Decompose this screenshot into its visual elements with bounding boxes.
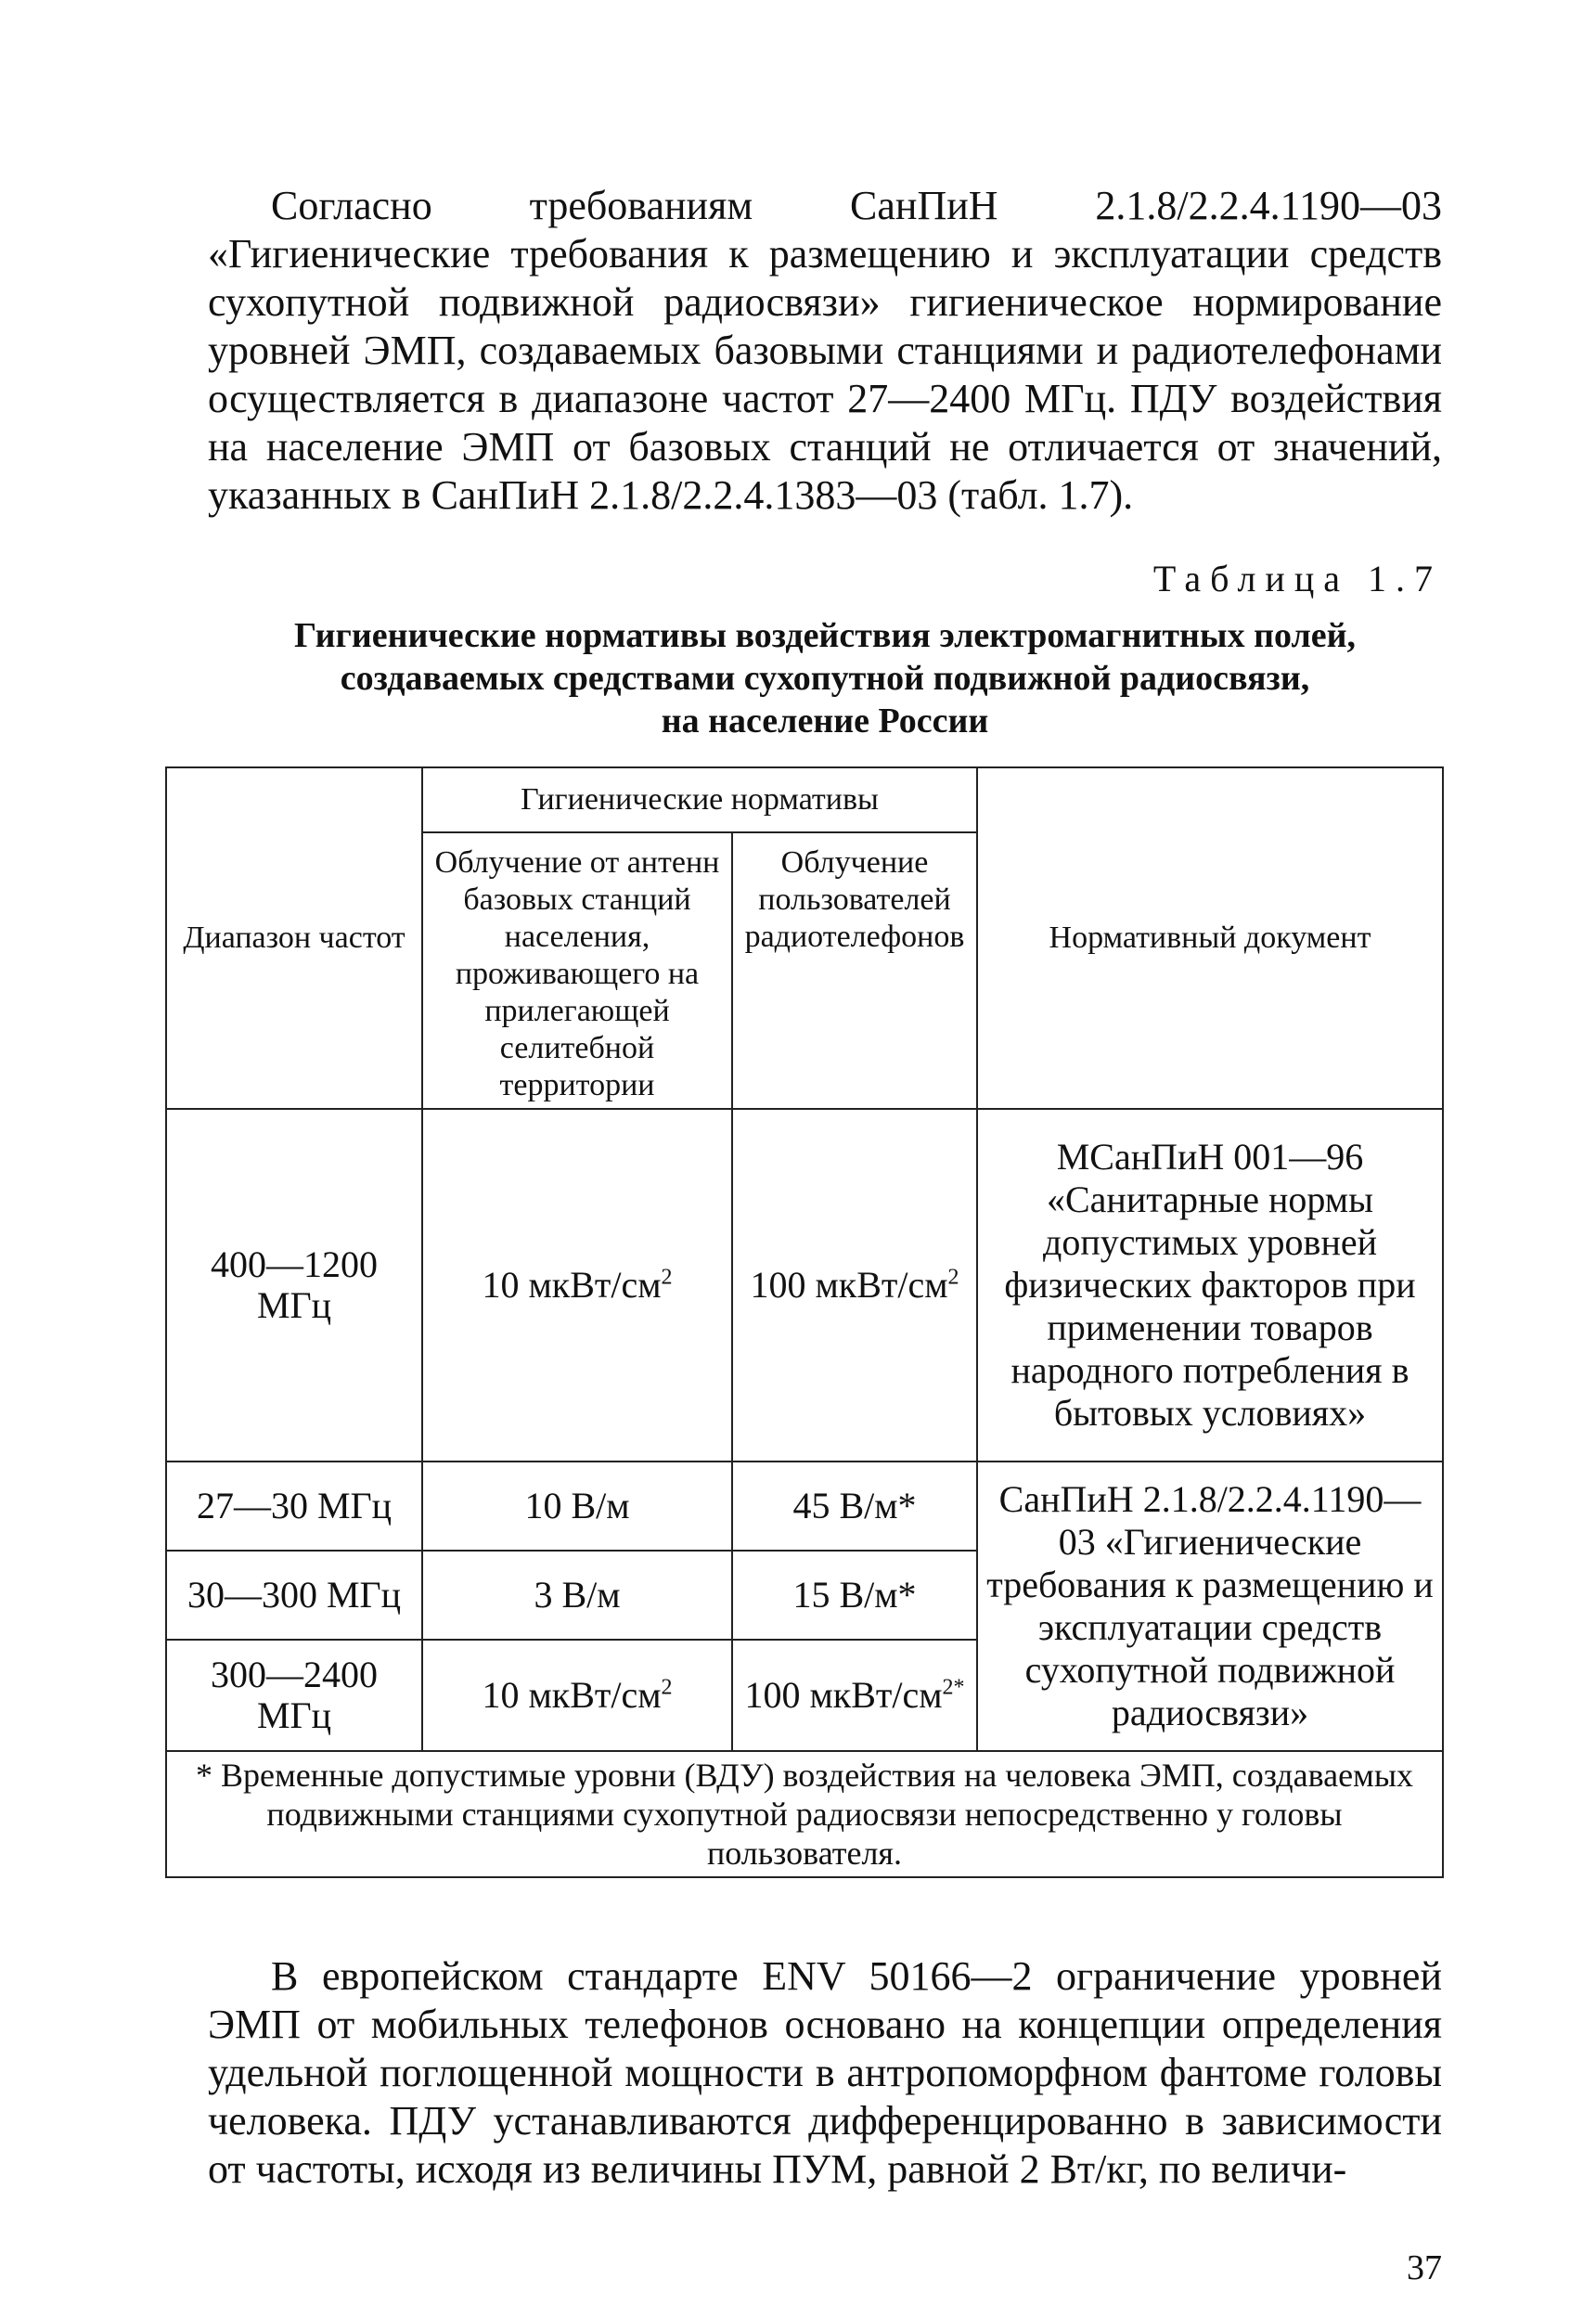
table-label: Таблица 1.7 <box>1152 558 1442 599</box>
cell-base-value: 10 мкВт/$см^2$ <box>422 1640 732 1751</box>
table-row <box>166 1462 1443 1551</box>
cell-document: МСанПиН 001—96 «Санитарные нормы допустимых уровней физических факторов при применении товаров народного потребления в бытовых условиях» <box>977 1109 1443 1462</box>
cell-base-value: 10 мкВт/$см^2$ <box>422 1109 732 1462</box>
table-footnote-row <box>166 1751 1443 1877</box>
header-base-stations: Облучение от антенн базовых станций населения, проживающего на прилегающей селитебной территории <box>422 832 732 1109</box>
table-title <box>208 614 1442 742</box>
body-paragraph-text: В европейском стандарте ENV 50166—2 ограничение уровней ЭМП от мобильных телефонов основано на концепции определения удельной поглощенной мощности в антропоморфном фантоме головы человека. ПДУ устанавливаются дифференцированно в зависимости от частоты, исходя из величины ПУМ, равной 2 Вт/кг, по величи- <box>208 1953 1442 2192</box>
cell-range: 300—2400 МГц <box>166 1640 422 1751</box>
header-document: Нормативный документ <box>977 767 1443 1109</box>
table-title-line-3: на население России <box>661 702 989 740</box>
table-title-line-2: создаваемых средствами сухопутной подвижной радиосвязи, <box>340 659 1310 698</box>
header-group: Гигиенические нормативы <box>422 767 977 832</box>
cell-user-value: 100 мкВт/$см^2$ <box>732 1109 977 1462</box>
cell-user-value: 45 В/м* <box>732 1462 977 1551</box>
intro-paragraph-text: Согласно требованиям СанПиН 2.1.8/2.2.4.1190—03 «Гигиенические требования к размещению и эксплуатации средств сухопутной подвижной радиосвязи» гигиеническое нормирование уровней ЭМП, создаваемых базовыми станциями и радиотелефонами осуществляется в диапазоне частот 27—2400 МГц. ПДУ воздействия на население ЭМП от базовых станций не отличается от значений, указанных в СанПиН 2.1.8/2.2.4.1383—03 (табл. 1.7). <box>208 183 1442 518</box>
header-range: Диапазон частот <box>166 767 422 1109</box>
body-paragraph <box>208 1952 1442 2194</box>
cell-range: 400—1200 МГц <box>166 1109 422 1462</box>
cell-base-value: 3 В/м <box>422 1551 732 1640</box>
table-title-line-1: Гигиенические нормативы воздействия электромагнитных полей, <box>293 616 1357 655</box>
page-number: 37 <box>1407 2248 1442 2287</box>
cell-range: 27—30 МГц <box>166 1462 422 1551</box>
cell-base-value: 10 В/м <box>422 1462 732 1551</box>
cell-range: 30—300 МГц <box>166 1551 422 1640</box>
cell-user-value: 15 В/м* <box>732 1551 977 1640</box>
cell-user-value: 100 мкВт/$см^{2*}$ <box>732 1640 977 1751</box>
header-users: Облучение пользователей радиотелефонов <box>732 832 977 1109</box>
intro-paragraph <box>208 182 1442 520</box>
cell-document: СанПиН 2.1.8/2.2.4.1190—03 «Гигиенические требования к размещению и эксплуатации средств сухопутной подвижной радиосвязи» <box>977 1462 1443 1751</box>
table-row <box>166 1109 1443 1462</box>
norms-table <box>165 766 1444 1878</box>
table-footnote: * Временные допустимые уровни (ВДУ) воздействия на человека ЭМП, создаваемых подвижными станциями сухопутной радиосвязи непосредственно у головы пользователя. <box>166 1751 1443 1877</box>
